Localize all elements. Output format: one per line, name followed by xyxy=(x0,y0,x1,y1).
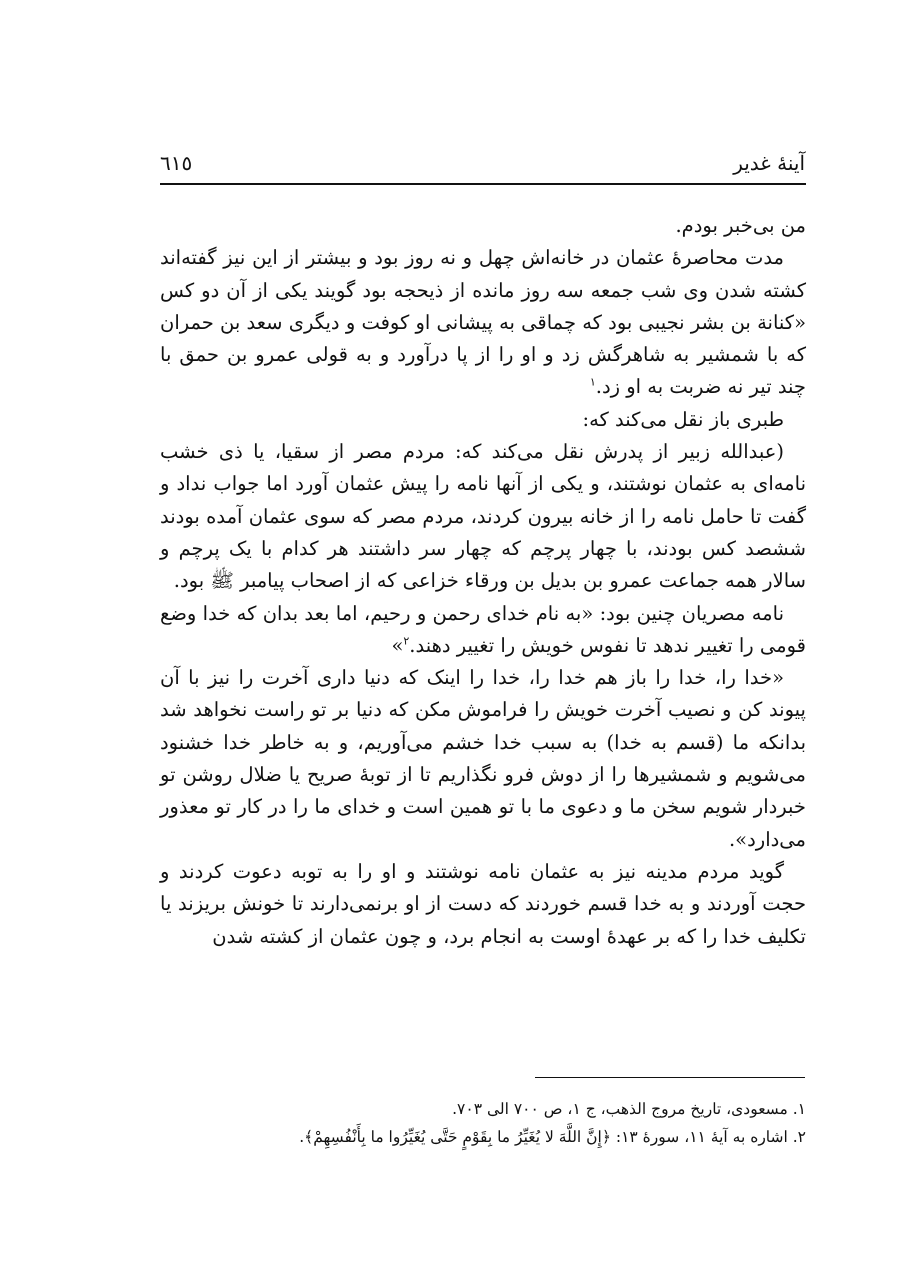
paragraph-2 xyxy=(160,242,806,403)
page-number: ٦١٥ xyxy=(160,151,193,175)
footnote-separator xyxy=(535,1077,805,1078)
body-text xyxy=(160,210,806,953)
footnote-2: ٢. اشاره به آیهٔ ١١، سورهٔ ١٣: ﴿إِنَّ اللَّهَ لا يُغَيِّرُ ما بِقَوْمٍ حَتَّى يُغَيِّرُوا ما بِأَنْفُسِهِمْ﴾. xyxy=(299,1128,806,1146)
footnote-ref-2[interactable]: ٢ xyxy=(403,634,410,648)
paragraph-5 xyxy=(160,598,806,663)
paragraph-3: طبری باز نقل می‌کند که: xyxy=(582,407,784,431)
paragraph-5-text: نامه مصریان چنین بود: «به نام خدای رحمن و رحیم، اما بعد بدان که خدا وضع قومی را تغییر ندهد تا نفوس خویش را تغییر دهند. xyxy=(160,601,806,657)
paragraph-6: «خدا را، خدا را باز هم خدا را، خدا را اینک که دنیا داری آخرت را نیز با آن پیوند کن و نصیب آخرت خویش را فراموش مکن که دنیا بر تو راست نخواهد شد بدانکه ما (قسم به خدا) به سبب خدا خشم می‌آوریم، و به خاطر خدا خشنود می‌شویم و شمشیرها را از دوش فرو نگذاریم تا از توبهٔ صریح یا ضلال روشن تو خبردار شویم سخن ما و دعوی ما با تو همین است و خدای ما را در کار تو معذور می‌دارد». xyxy=(160,666,806,851)
footnotes xyxy=(160,1095,806,1151)
paragraph-1: من بی‌خبر بودم. xyxy=(675,214,806,237)
paragraph-4: (عبدالله زبیر از پدرش نقل می‌کند که: مردم مصر از سقیا، یا ذی خشب نامه‌ای به عثمان نوشتند، و یکی از آنها نامه را پیش عثمان آورد اما جواب نداد و گفت تا حامل نامه را از خانه بیرون کردند، مردم مصر که سوی عثمان آمده بودند ششصد کس بودند، با چهار پرچم که چهار سر داشتند هر کدام با یک پرچم و سالار همه جماعت عمرو بن بدیل بن ورقاء خزاعی که از اصحاب پیامبر ﷺ بود. xyxy=(160,440,806,593)
footnote-ref-1[interactable]: ١ xyxy=(589,375,596,389)
footnote-1: ١. مسعودی، تاریخ مروج الذهب، ج ١، ص ٧٠٠ الی ٧٠٣. xyxy=(452,1100,806,1118)
running-title: آینهٔ غدیر xyxy=(733,151,805,175)
header-rule xyxy=(160,183,806,185)
paragraph-7: گوید مردم مدینه نیز به عثمان نامه نوشتند و او را به توبه دعوت کردند و حجت آوردند و به خدا قسم خوردند که دست از او برنمی‌دارند تا خونش بریزند یا تکلیف خدا را که بر عهدهٔ اوست به انجام برد، و چون عثمان از کشته شدن xyxy=(160,859,806,948)
page-header xyxy=(160,150,805,184)
paragraph-2-text: مدت محاصرهٔ عثمان در خانه‌اش چهل و نه روز بود و بیشتر از این نیز گفته‌اند کشته شدن وی شب جمعه سه روز مانده از ذیحجه بود گویند یکی از آن دو کس «کنانة بن بشر نجیبی بود که چماقی به پیشانی او کوفت و دیگری سعد بن حمران که با شمشیر به شاهرگش زد و او را از پا درآورد و به قولی عمرو بن حمق با چند تیر نه ضربت به او زد. xyxy=(160,246,806,399)
closing-quote: » xyxy=(391,633,404,657)
